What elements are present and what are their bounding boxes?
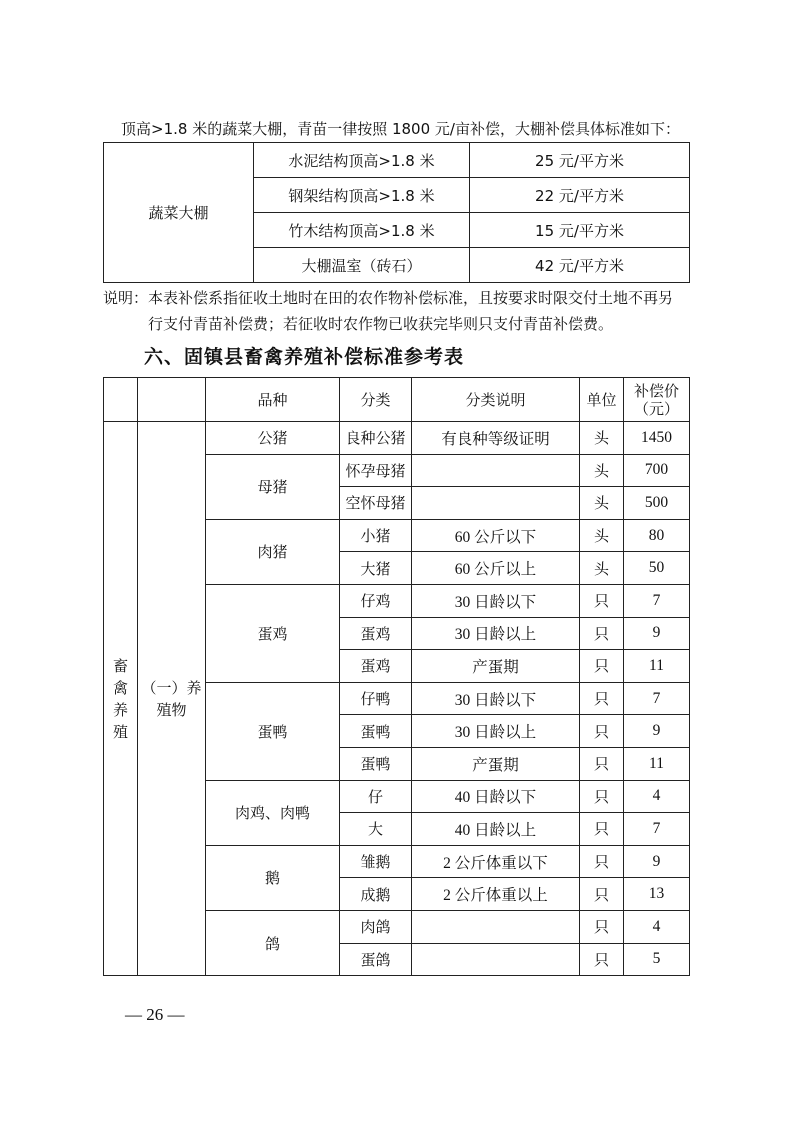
greenhouse-type: 大棚温室（砖石） (254, 248, 470, 283)
desc-cell (412, 487, 580, 520)
unit-cell: 只 (580, 943, 624, 976)
desc-cell (412, 910, 580, 943)
price-cell: 1450 (624, 422, 690, 455)
desc-cell: 30 日龄以下 (412, 584, 580, 617)
price-cell: 9 (624, 845, 690, 878)
desc-cell: 产蛋期 (412, 747, 580, 780)
note-line-2: 行支付青苗补偿费；若征收时农作物已收获完毕则只支付青苗补偿费。 (148, 315, 614, 333)
desc-cell: 60 公斤以下 (412, 519, 580, 552)
class-cell: 成鹅 (340, 878, 412, 911)
greenhouse-price: 22 元/平方米 (470, 178, 690, 213)
class-cell: 良种公猪 (340, 422, 412, 455)
class-cell: 空怀母猪 (340, 487, 412, 520)
header-empty (104, 378, 138, 422)
price-cell: 5 (624, 943, 690, 976)
unit-cell: 头 (580, 454, 624, 487)
class-cell: 怀孕母猪 (340, 454, 412, 487)
header-empty (138, 378, 206, 422)
price-cell: 80 (624, 519, 690, 552)
price-cell: 9 (624, 715, 690, 748)
price-cell: 9 (624, 617, 690, 650)
desc-cell: 40 日龄以下 (412, 780, 580, 813)
unit-cell: 头 (580, 519, 624, 552)
class-cell: 雏鹅 (340, 845, 412, 878)
unit-cell: 只 (580, 813, 624, 846)
greenhouse-table (103, 142, 690, 283)
class-cell: 蛋鸡 (340, 617, 412, 650)
unit-cell: 只 (580, 617, 624, 650)
header-row (104, 378, 690, 422)
section-title: 六、固镇县畜禽养殖补偿标准参考表 (144, 346, 465, 368)
breed-cell: 公猪 (206, 422, 340, 455)
table-row (104, 422, 690, 455)
unit-cell: 只 (580, 878, 624, 911)
header-breed: 品种 (206, 378, 340, 422)
price-cell: 500 (624, 487, 690, 520)
desc-cell: 2 公斤体重以下 (412, 845, 580, 878)
unit-cell: 只 (580, 650, 624, 683)
greenhouse-price: 25 元/平方米 (470, 143, 690, 178)
desc-cell: 60 公斤以上 (412, 552, 580, 585)
class-cell: 仔鸭 (340, 682, 412, 715)
greenhouse-price: 42 元/平方米 (470, 248, 690, 283)
class-cell: 仔鸡 (340, 584, 412, 617)
desc-cell: 产蛋期 (412, 650, 580, 683)
category-label: 畜禽养殖 (112, 656, 128, 741)
greenhouse-type: 竹木结构顶高>1.8 米 (254, 213, 470, 248)
price-cell: 700 (624, 454, 690, 487)
breed-cell: 蛋鸭 (206, 682, 340, 780)
desc-cell: 40 日龄以上 (412, 813, 580, 846)
livestock-table (103, 377, 690, 976)
price-cell: 11 (624, 747, 690, 780)
price-cell: 50 (624, 552, 690, 585)
subcategory-label: （一）养殖物 (141, 678, 202, 719)
desc-cell (412, 943, 580, 976)
table-row (104, 143, 690, 178)
unit-cell: 头 (580, 552, 624, 585)
price-cell: 4 (624, 780, 690, 813)
unit-cell: 只 (580, 682, 624, 715)
unit-cell: 只 (580, 747, 624, 780)
class-cell: 肉鸽 (340, 910, 412, 943)
desc-cell (412, 454, 580, 487)
price-cell: 7 (624, 813, 690, 846)
breed-cell: 母猪 (206, 454, 340, 519)
price-cell: 7 (624, 584, 690, 617)
greenhouse-price: 15 元/平方米 (470, 213, 690, 248)
price-cell: 11 (624, 650, 690, 683)
unit-cell: 只 (580, 780, 624, 813)
unit-cell: 头 (580, 422, 624, 455)
greenhouse-category: 蔬菜大棚 (104, 143, 254, 283)
breed-cell: 蛋鸡 (206, 584, 340, 682)
class-cell: 仔 (340, 780, 412, 813)
desc-cell: 30 日龄以上 (412, 715, 580, 748)
unit-cell: 头 (580, 487, 624, 520)
category-cell (104, 422, 138, 976)
header-class: 分类 (340, 378, 412, 422)
note-line-1: 说明：本表补偿系指征收土地时在田的农作物补偿标准，且按要求时限交付土地不再另 (103, 289, 674, 307)
breed-cell: 鹅 (206, 845, 340, 910)
class-cell: 小猪 (340, 519, 412, 552)
class-cell: 蛋鸡 (340, 650, 412, 683)
header-price-line2: （元） (633, 399, 679, 418)
intro-text: 顶高>1.8 米的蔬菜大棚，青苗一律按照 1800 元/亩补偿，大棚补偿具体标准如下： (121, 120, 680, 138)
header-desc: 分类说明 (412, 378, 580, 422)
subcategory-cell (138, 422, 206, 976)
price-cell: 7 (624, 682, 690, 715)
unit-cell: 只 (580, 910, 624, 943)
unit-cell: 只 (580, 584, 624, 617)
breed-cell: 肉猪 (206, 519, 340, 584)
breed-cell: 鸽 (206, 910, 340, 975)
header-price (624, 378, 690, 422)
greenhouse-type: 水泥结构顶高>1.8 米 (254, 143, 470, 178)
desc-cell: 有良种等级证明 (412, 422, 580, 455)
header-unit: 单位 (580, 378, 624, 422)
class-cell: 蛋鸽 (340, 943, 412, 976)
class-cell: 大 (340, 813, 412, 846)
class-cell: 蛋鸭 (340, 715, 412, 748)
breed-cell: 肉鸡、肉鸭 (206, 780, 340, 845)
class-cell: 大猪 (340, 552, 412, 585)
class-cell: 蛋鸭 (340, 747, 412, 780)
price-cell: 13 (624, 878, 690, 911)
greenhouse-type: 钢架结构顶高>1.8 米 (254, 178, 470, 213)
desc-cell: 30 日龄以下 (412, 682, 580, 715)
unit-cell: 只 (580, 845, 624, 878)
unit-cell: 只 (580, 715, 624, 748)
header-price-line1: 补偿价 (633, 381, 679, 400)
desc-cell: 30 日龄以上 (412, 617, 580, 650)
price-cell: 4 (624, 910, 690, 943)
page-number: — 26 — (125, 1005, 185, 1024)
desc-cell: 2 公斤体重以上 (412, 878, 580, 911)
